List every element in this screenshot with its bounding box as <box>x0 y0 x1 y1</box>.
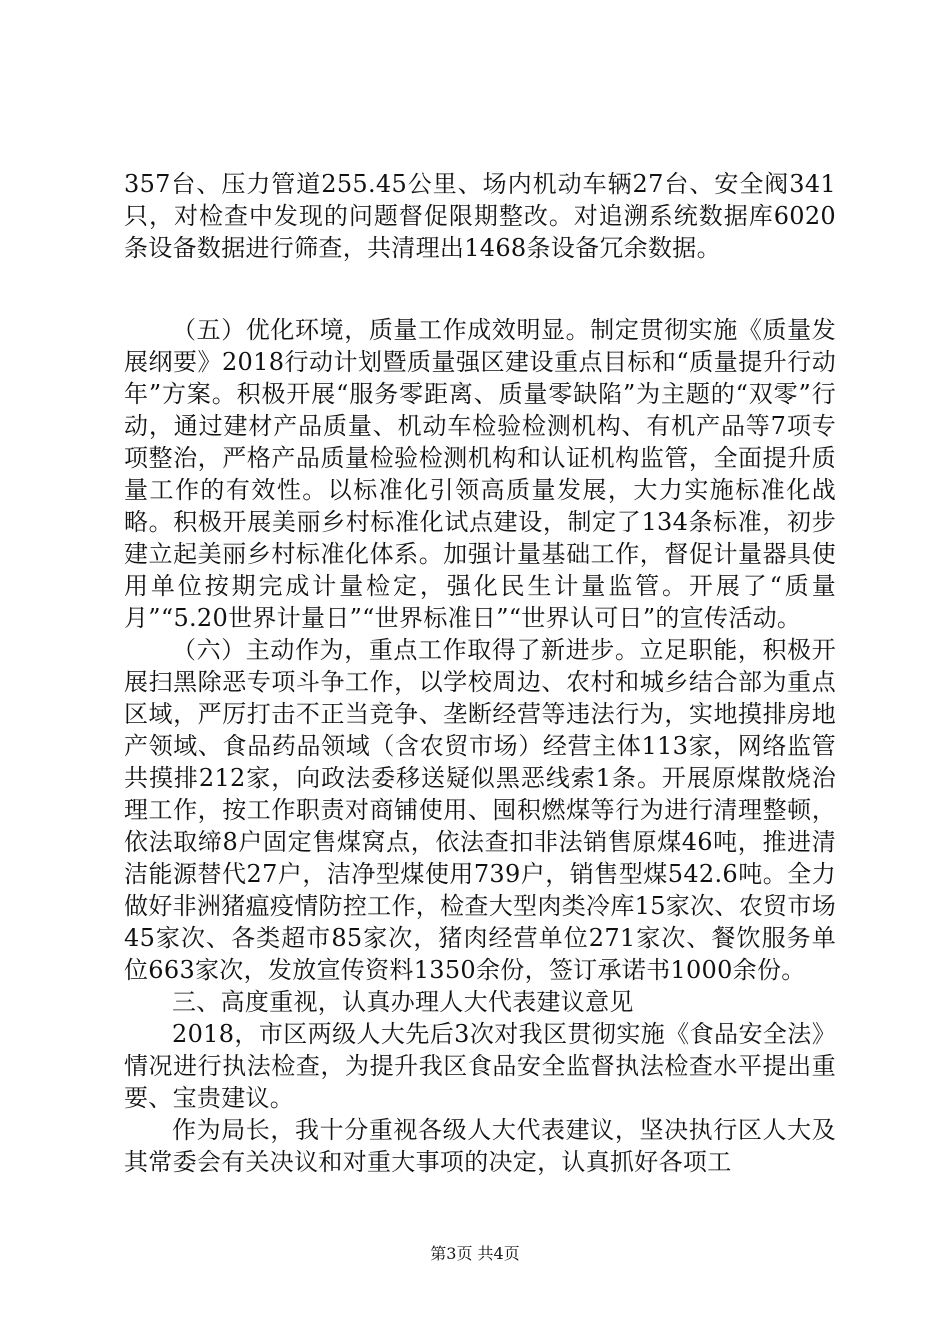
paragraph-law-inspection: 2018，市区两级人大先后3次对我区贯彻实施《食品安全法》情况进行执法检查，为提升我区食品安全监督执法检查水平提出重要、宝贵建议。 <box>124 1020 836 1112</box>
paragraph-section-five: （五）优化环境，质量工作成效明显。制定贯彻实施《质量发展纲要》2018行动计划暨质量强区建设重点目标和“质量提升行动年”方案。积极开展“服务零距离、质量零缺陷”为主题的“双零”行动，通过建材产品质量、机动车检验检测机构、有机产品等7项专项整治，严格产品质量检验检测机构和认证机构监管，全面提升质量工作的有效性。以标准化引领高质量发展，大力实施标准化战略。积极开展美丽乡村标准化试点建设，制定了134条标准，初步建立起美丽乡村标准化体系。加强计量基础工作，督促计量器具使用单位按期完成计量检定，强化民生计量监管。开展了“质量月”“5.20世界计量日”“世界标准日”“世界认可日”的宣传活动。 <box>124 316 836 632</box>
paragraph-director-statement: 作为局长，我十分重视各级人大代表建议，坚决执行区人大及其常委会有关决议和对重大事项的决定，认真抓好各项工 <box>124 1116 836 1176</box>
page-number-footer: 第3页 共4页 <box>430 1244 520 1263</box>
document-body <box>124 168 836 1178</box>
section-heading-three: 三、高度重视，认真办理人大代表建议意见 <box>172 988 634 1016</box>
paragraph-section-six: （六）主动作为，重点工作取得了新进步。立足职能，积极开展扫黑除恶专项斗争工作，以学校周边、农村和城乡结合部为重点区域，严厉打击不正当竞争、垄断经营等违法行为，实地摸排房地产领域、食品药品领域（含农贸市场）经营主体113家，网络监管共摸排212家，向政法委移送疑似黑恶线索1条。开展原煤散烧治理工作，按工作职责对商铺使用、囤积燃煤等行为进行清理整顿，依法取缔8户固定售煤窝点，依法查扣非法销售原煤46吨，推进清洁能源替代27户，洁净型煤使用739户，销售型煤542.6吨。全力做好非洲猪瘟疫情防控工作，检查大型肉类冷库15家次、农贸市场45家次、各类超市85家次，猪肉经营单位271家次、餐饮服务单位663家次，发放宣传资料1350余份，签订承诺书1000余份。 <box>124 636 836 984</box>
paragraph-inspection-continued: 357台、压力管道255.45公里、场内机动车辆27台、安全阀341只，对检查中发现的问题督促限期整改。对追溯系统数据库6020条设备数据进行筛查，共清理出1468条设备冗余数据。 <box>124 170 836 262</box>
